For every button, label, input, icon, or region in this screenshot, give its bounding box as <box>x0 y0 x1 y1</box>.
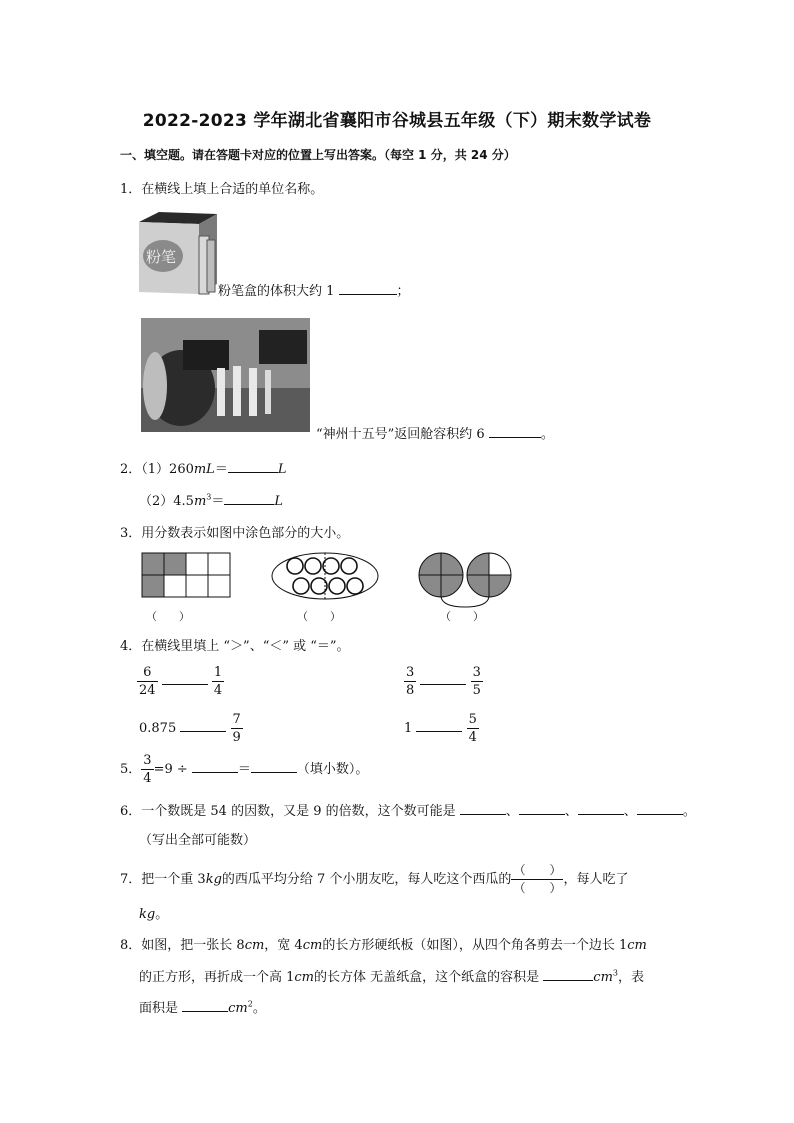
question-2b-blank[interactable] <box>224 492 274 505</box>
equals-sign: ＝ <box>211 494 225 509</box>
question-8-line-2 <box>139 966 644 985</box>
question-5-blank-1[interactable] <box>192 760 238 773</box>
answer-paren-2: （ ） <box>297 610 341 623</box>
question-8-end: 。 <box>252 1001 266 1016</box>
question-7-middle: 的西瓜平均分给 7 个小朋友吃，每人吃这个西瓜的 <box>221 872 512 887</box>
unit-l: L <box>277 462 287 477</box>
unit-exponent: 3 <box>206 492 212 502</box>
decimal-value: 0.875 <box>139 721 177 736</box>
question-2b-prefix: （2）4.5 <box>139 494 194 509</box>
question-1a-end: ； <box>396 284 410 299</box>
fraction-7-9: $\frac{7}{9}$ <box>232 712 241 745</box>
ellipse-circles-figure <box>270 551 380 601</box>
question-2a-prefix: 2．（1）260 <box>120 462 194 477</box>
question-6-blank-3[interactable] <box>578 802 624 815</box>
separator: 、 <box>623 804 637 819</box>
question-1a-line <box>218 280 410 299</box>
section-heading: 一、填空题。请在答题卡对应的位置上写出答案。（每空 1 分，共 24 分） <box>120 148 516 162</box>
chalk-box-image <box>139 210 219 298</box>
question-2b-line <box>139 490 283 509</box>
question-5-blank-2[interactable] <box>251 760 297 773</box>
fraction-answer-box[interactable]: $\frac{( )}{( )}$ <box>513 863 562 895</box>
compare-blank-b[interactable] <box>420 672 466 685</box>
unit-cm: cm <box>228 1001 248 1016</box>
compare-blank-c[interactable] <box>180 719 226 732</box>
square-exponent: 2 <box>247 999 253 1009</box>
unit-cm: cm <box>302 938 323 953</box>
question-8-text-f: ，表 <box>618 970 645 985</box>
question-6-blank-1[interactable] <box>460 802 506 815</box>
question-6-blank-2[interactable] <box>519 802 565 815</box>
question-1b-line <box>316 423 554 442</box>
question-1-text: 1．在横线上填上合适的单位名称。 <box>120 182 324 197</box>
compare-row-c <box>139 711 243 746</box>
fraction-3-5: $\frac{3}{5}$ <box>472 665 481 698</box>
question-8-text-b: ，宽 4 <box>264 938 303 953</box>
question-1b-end: 。 <box>540 427 554 442</box>
compare-row-d <box>404 711 479 746</box>
question-1a-text: 粉笔盒的体积大约 1 <box>218 284 335 299</box>
question-6-end: 。 <box>682 804 696 819</box>
page-title: 2022-2023 学年湖北省襄阳市谷城县五年级（下）期末数学试卷 <box>142 111 652 131</box>
unit-cm: cm <box>593 970 613 985</box>
fraction-1-4: $\frac{1}{4}$ <box>213 665 223 698</box>
question-8-text-c: 的长方形硬纸板（如图），从四个角各剪去一个边长 1 <box>322 938 628 953</box>
question-4-text: 4．在横线里填上 “＞”、“＜” 或 “＝”。 <box>120 639 350 654</box>
chalk-box-label: 粉笔 <box>146 248 177 266</box>
question-5-end: （填小数）。 <box>296 762 369 777</box>
question-2a-line <box>120 458 286 477</box>
integer-value: 1 <box>404 721 413 736</box>
surface-area-blank[interactable] <box>182 999 228 1012</box>
equals-sign: ＝ <box>214 462 228 477</box>
unit-kg: kg <box>205 872 222 887</box>
question-6-text: 6．一个数既是 54 的因数，又是 9 的倍数，这个数可能是 <box>120 804 456 819</box>
unit-cm: cm <box>244 938 265 953</box>
two-circles-figure <box>417 551 515 609</box>
question-7-line <box>120 862 628 897</box>
question-1b-blank[interactable] <box>489 425 541 438</box>
question-8-text-a: 8．如图，把一张长 8 <box>120 938 245 953</box>
fraction-5-4: $\frac{5}{4}$ <box>468 712 477 745</box>
compare-blank-d[interactable] <box>416 719 462 732</box>
unit-kg: kg <box>139 907 156 922</box>
question-6-blank-4[interactable] <box>637 802 683 815</box>
fraction-6-24: $\frac{6}{24}$ <box>139 665 156 698</box>
unit-cm: cm <box>627 938 647 953</box>
question-7-end: 。 <box>155 907 169 922</box>
compare-row-b <box>404 664 483 699</box>
question-8-line-3 <box>139 997 266 1016</box>
question-7-prefix: 7．把一个重 3 <box>120 872 206 887</box>
question-6-line <box>120 800 696 819</box>
question-7-line-2 <box>139 903 168 922</box>
grid-figure <box>141 552 231 600</box>
question-2a-blank[interactable] <box>228 460 278 473</box>
separator: 、 <box>505 804 519 819</box>
fraction-3-8: $\frac{3}{8}$ <box>406 665 415 698</box>
question-8-text-e: 的长方体 无盖纸盒，这个纸盒的容积是 <box>314 970 540 985</box>
spacecraft-photo <box>141 318 310 432</box>
unit-ml: mL <box>193 462 215 477</box>
division-expression: =9 ÷ <box>153 762 188 777</box>
separator: 、 <box>564 804 578 819</box>
compare-row-a <box>137 664 224 699</box>
question-1b-text: “神州十五号”返回舱容积约 6 <box>316 427 485 442</box>
answer-paren-1: （ ） <box>146 610 190 623</box>
answer-paren-3: （ ） <box>440 610 484 623</box>
unit-cm: cm <box>294 970 315 985</box>
question-8-text-d: 的正方形，再折成一个高 1 <box>139 970 295 985</box>
question-1a-blank[interactable] <box>339 282 397 295</box>
question-6-note: （写出全部可能数） <box>139 833 257 848</box>
equals-sign: ＝ <box>237 762 251 777</box>
volume-blank[interactable] <box>543 968 593 981</box>
question-5-prefix: 5． <box>120 762 142 777</box>
question-3-text: 3．用分数表示如图中涂色部分的大小。 <box>120 526 350 541</box>
compare-blank-a[interactable] <box>162 672 208 685</box>
question-7-after: ，每人吃了 <box>563 872 629 887</box>
unit-l: L <box>274 494 284 509</box>
question-5-line <box>120 752 368 787</box>
unit-m: m <box>193 494 207 509</box>
fraction-3-4: $\frac{3}{4}$ <box>143 753 152 786</box>
question-8-text-g: 面积是 <box>139 1001 179 1016</box>
question-8-line-1 <box>120 934 647 953</box>
cube-exponent: 3 <box>612 968 618 978</box>
